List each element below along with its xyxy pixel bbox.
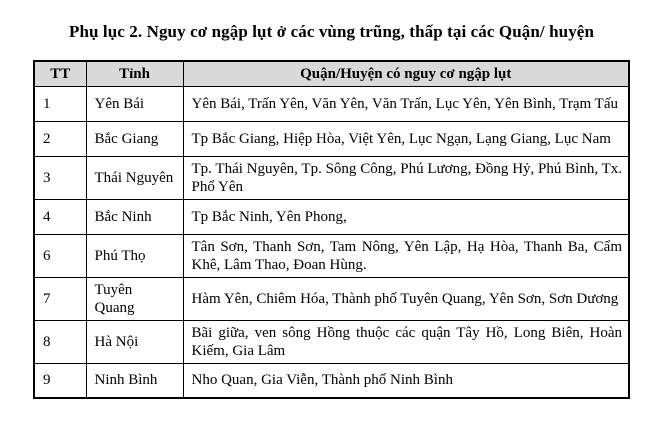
cell-province: Hà Nội — [86, 320, 183, 363]
cell-districts: Tp Bắc Ninh, Yên Phong, — [183, 199, 629, 234]
cell-tt: 3 — [34, 156, 86, 199]
cell-tt: 9 — [34, 363, 86, 398]
cell-districts: Tân Sơn, Thanh Sơn, Tam Nông, Yên Lập, Hạ Hòa, Thanh Ba, Cẩm Khê, Lâm Thao, Đoan Hùng. — [183, 234, 629, 277]
table-row — [34, 277, 629, 320]
cell-province: Phú Thọ — [86, 234, 183, 277]
cell-tt: 4 — [34, 199, 86, 234]
cell-districts: Tp Bắc Giang, Hiệp Hòa, Việt Yên, Lục Ngạn, Lạng Giang, Lục Nam — [183, 121, 629, 156]
flood-risk-table — [33, 60, 630, 399]
table-row — [34, 320, 629, 363]
cell-districts: Tp. Thái Nguyên, Tp. Sông Công, Phú Lương, Đồng Hỷ, Phú Bình, Tx. Phổ Yên — [183, 156, 629, 199]
cell-province: Thái Nguyên — [86, 156, 183, 199]
header-cell-districts: Quận/Huyện có nguy cơ ngập lụt — [183, 61, 629, 86]
table-row — [34, 234, 629, 277]
cell-districts: Nho Quan, Gia Viễn, Thành phố Ninh Bình — [183, 363, 629, 398]
table-header-row — [34, 61, 629, 86]
cell-tt: 2 — [34, 121, 86, 156]
table-row — [34, 156, 629, 199]
cell-tt: 8 — [34, 320, 86, 363]
cell-province: Ninh Bình — [86, 363, 183, 398]
cell-districts: Hàm Yên, Chiêm Hóa, Thành phố Tuyên Quang, Yên Sơn, Sơn Dương — [183, 277, 629, 320]
cell-province: Bắc Ninh — [86, 199, 183, 234]
table-row — [34, 86, 629, 121]
cell-province: Bắc Giang — [86, 121, 183, 156]
page-title: Phụ lục 2. Nguy cơ ngập lụt ở các vùng trũng, thấp tại các Quận/ huyện — [68, 22, 595, 41]
cell-tt: 1 — [34, 86, 86, 121]
table-body — [34, 86, 629, 398]
table-row — [34, 121, 629, 156]
cell-tt: 7 — [34, 277, 86, 320]
table-row — [34, 199, 629, 234]
header-cell-province: Tỉnh — [86, 61, 183, 86]
header-cell-tt: TT — [34, 61, 86, 86]
cell-province: Yên Bái — [86, 86, 183, 121]
table-row — [34, 363, 629, 398]
cell-province: Tuyên Quang — [86, 277, 183, 320]
cell-districts: Bãi giữa, ven sông Hồng thuộc các quận Tây Hồ, Long Biên, Hoàn Kiếm, Gia Lâm — [183, 320, 629, 363]
cell-tt: 6 — [34, 234, 86, 277]
cell-districts: Yên Bái, Trấn Yên, Văn Yên, Văn Trấn, Lục Yên, Yên Bình, Trạm Tấu — [183, 86, 629, 121]
